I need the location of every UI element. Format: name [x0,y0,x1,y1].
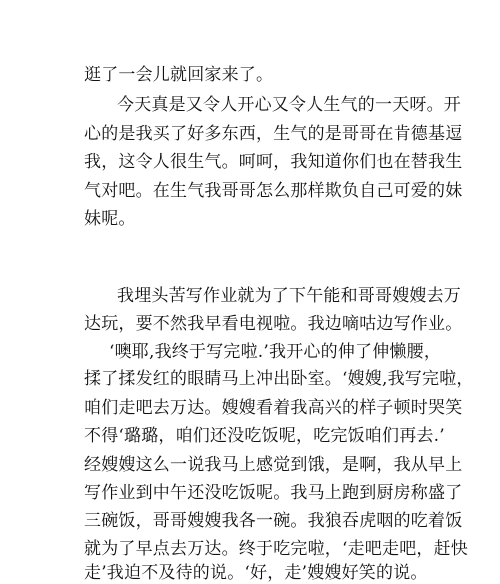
text-line: 揉了揉发红的眼睛马上冲出卧室。‘嫂嫂,我写完啦， [84,369,474,389]
text-line: 我，这令人很生气。呵呵，我知道你们也在替我生 [84,152,463,172]
text-line: 心的是我买了好多东西，生气的是哥哥在肯德基逗 [84,124,463,144]
text-line: 妹呢。 [84,209,136,229]
text-line: 达玩，要不然我早看电视啦。我边嘀咕边写作业。 [84,314,463,334]
text-line: 逛了一会儿就回家来了。 [84,65,274,85]
text-line: 就为了早点去万达。终于吃完啦，‘走吧走吧，赶快 [84,539,469,559]
text-line: 咱们走吧去万达。嫂嫂看着我高兴的样子顿时哭笑 [84,398,463,418]
paragraph-first-line: ‘噢耶,我终于写完啦.’我开心的伸了伸懒腰， [109,342,442,362]
paragraph-first-line: 我埋头苦写作业就为了下午能和哥哥嫂嫂去万 [117,286,461,306]
text-line: 经嫂嫂这么一说我马上感觉到饿，是啊，我从早上 [84,455,463,475]
paragraph-first-line: 今天真是又令人开心又令人生气的一天呀。开 [117,95,461,115]
text-line: 写作业到中午还没吃饭呢。我马上跑到厨房称盛了 [84,483,463,503]
text-line: 三碗饭，哥哥嫂嫂我各一碗。我狼吞虎咽的吃着饭 [84,511,463,531]
text-line: 走’我迫不及待的说。‘好，走’嫂嫂好笑的说。 [84,563,428,583]
text-line: 气对吧。在生气我哥哥怎么那样欺负自己可爱的妹 [84,181,463,201]
text-line: 不得‘璐璐，咱们还没吃饭呢，吃完饭咱们再去.’ [84,426,445,446]
